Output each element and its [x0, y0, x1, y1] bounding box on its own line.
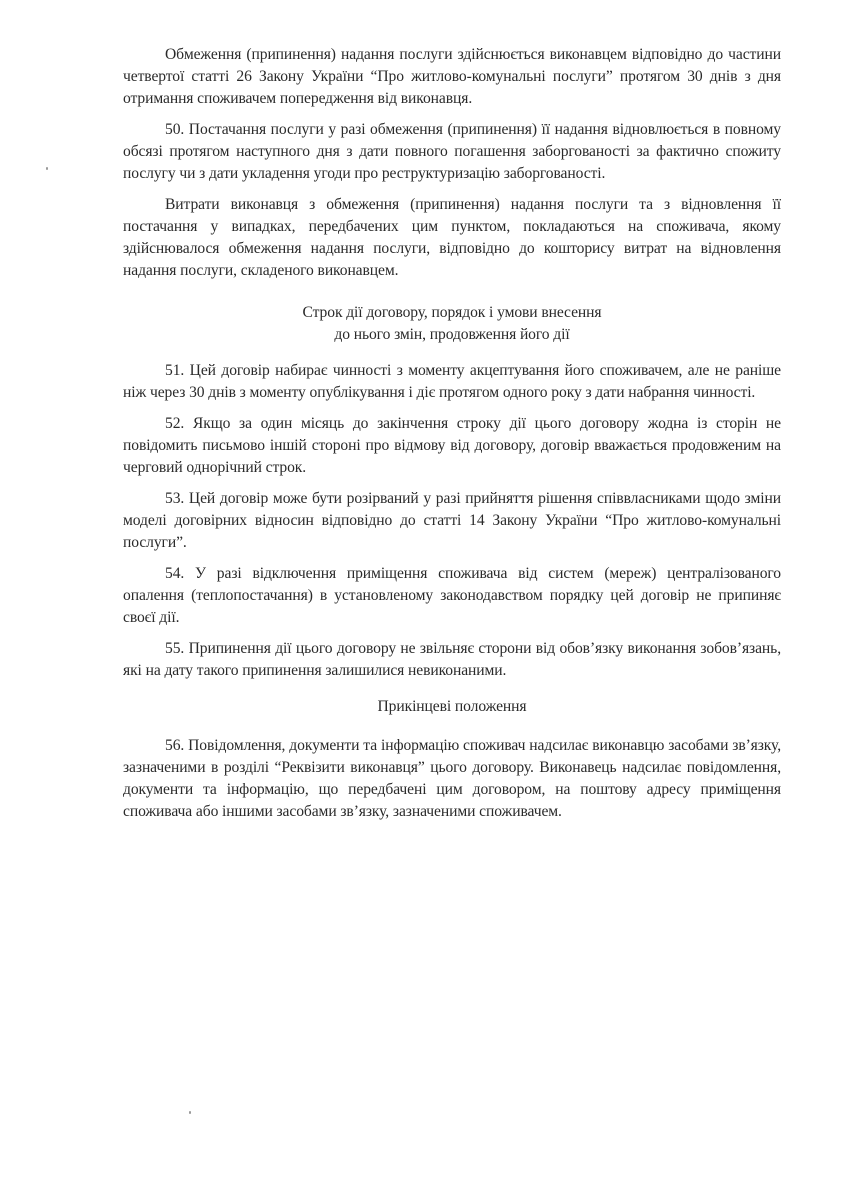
paragraph-55: 55. Припинення дії цього договору не звільняє сторони від обов’язку виконання зобов’язань, які на дату такого припинення залишилися невиконаними.: [123, 640, 781, 679]
section-heading-contract-term: [123, 302, 781, 346]
section-heading-contract-term-line1: Строк дії договору, порядок і умови внесення: [302, 304, 602, 321]
section-heading-final-provisions: Прикінцеві положення: [377, 698, 527, 715]
paragraph-56: 56. Повідомлення, документи та інформацію споживач надсилає виконавцю засобами зв’язку, зазначеними в розділі “Реквізити виконавця” цього договору. Виконавець надсилає повідомлення, документи та інформацію, що передбачені цим договором, на поштову адресу приміщення споживача або іншими засобами зв’язку, зазначеними споживачем.: [123, 737, 781, 820]
paragraph-restoration-costs: Витрати виконавця з обмеження (припинення) надання послуги та з відновлення її постачання у випадках, передбачених цим пунктом, покладаються на споживача, якому здійснювалося обмеження надання послуги, відповідно до кошторису витрат на відновлення надання послуги, складеного виконавцем.: [123, 196, 781, 279]
scan-speck: [46, 167, 48, 170]
scan-speck: [189, 1111, 191, 1114]
paragraph-52: 52. Якщо за один місяць до закінчення строку дії цього договору жодна із сторін не повідомить письмово іншій стороні про відмову від договору, договір вважається продовженим на черговий однорічний строк.: [123, 415, 781, 476]
paragraph-53: 53. Цей договір може бути розірваний у разі прийняття рішення співвласниками щодо зміни моделі договірних відносин відповідно до статті 14 Закону України “Про житлово-комунальні послуги”.: [123, 490, 781, 551]
document-body: [123, 44, 781, 832]
section-heading-contract-term-line2: до нього змін, продовження його дії: [334, 326, 570, 343]
paragraph-51: 51. Цей договір набирає чинності з моменту акцептування його споживачем, але не раніше ніж через 30 днів з моменту опублікування і діє протягом одного року з дати набрання чинності.: [123, 362, 781, 401]
paragraph-54: 54. У разі відключення приміщення споживача від систем (мереж) централізованого опалення (теплопостачання) в установленому законодавством порядку цей договір не припиняє своєї дії.: [123, 565, 781, 626]
paragraph-50: 50. Постачання послуги у разі обмеження (припинення) її надання відновлюється в повному обсязі протягом наступного дня з дати повного погашення заборгованості за фактично спожиту послугу чи з дати укладення угоди про реструктуризацію заборгованості.: [123, 121, 781, 182]
paragraph-restriction-term: Обмеження (припинення) надання послуги здійснюється виконавцем відповідно до частини четвертої статті 26 Закону України “Про житлово-комунальні послуги” протягом 30 днів з дня отримання споживачем попередження від виконавця.: [123, 46, 781, 107]
